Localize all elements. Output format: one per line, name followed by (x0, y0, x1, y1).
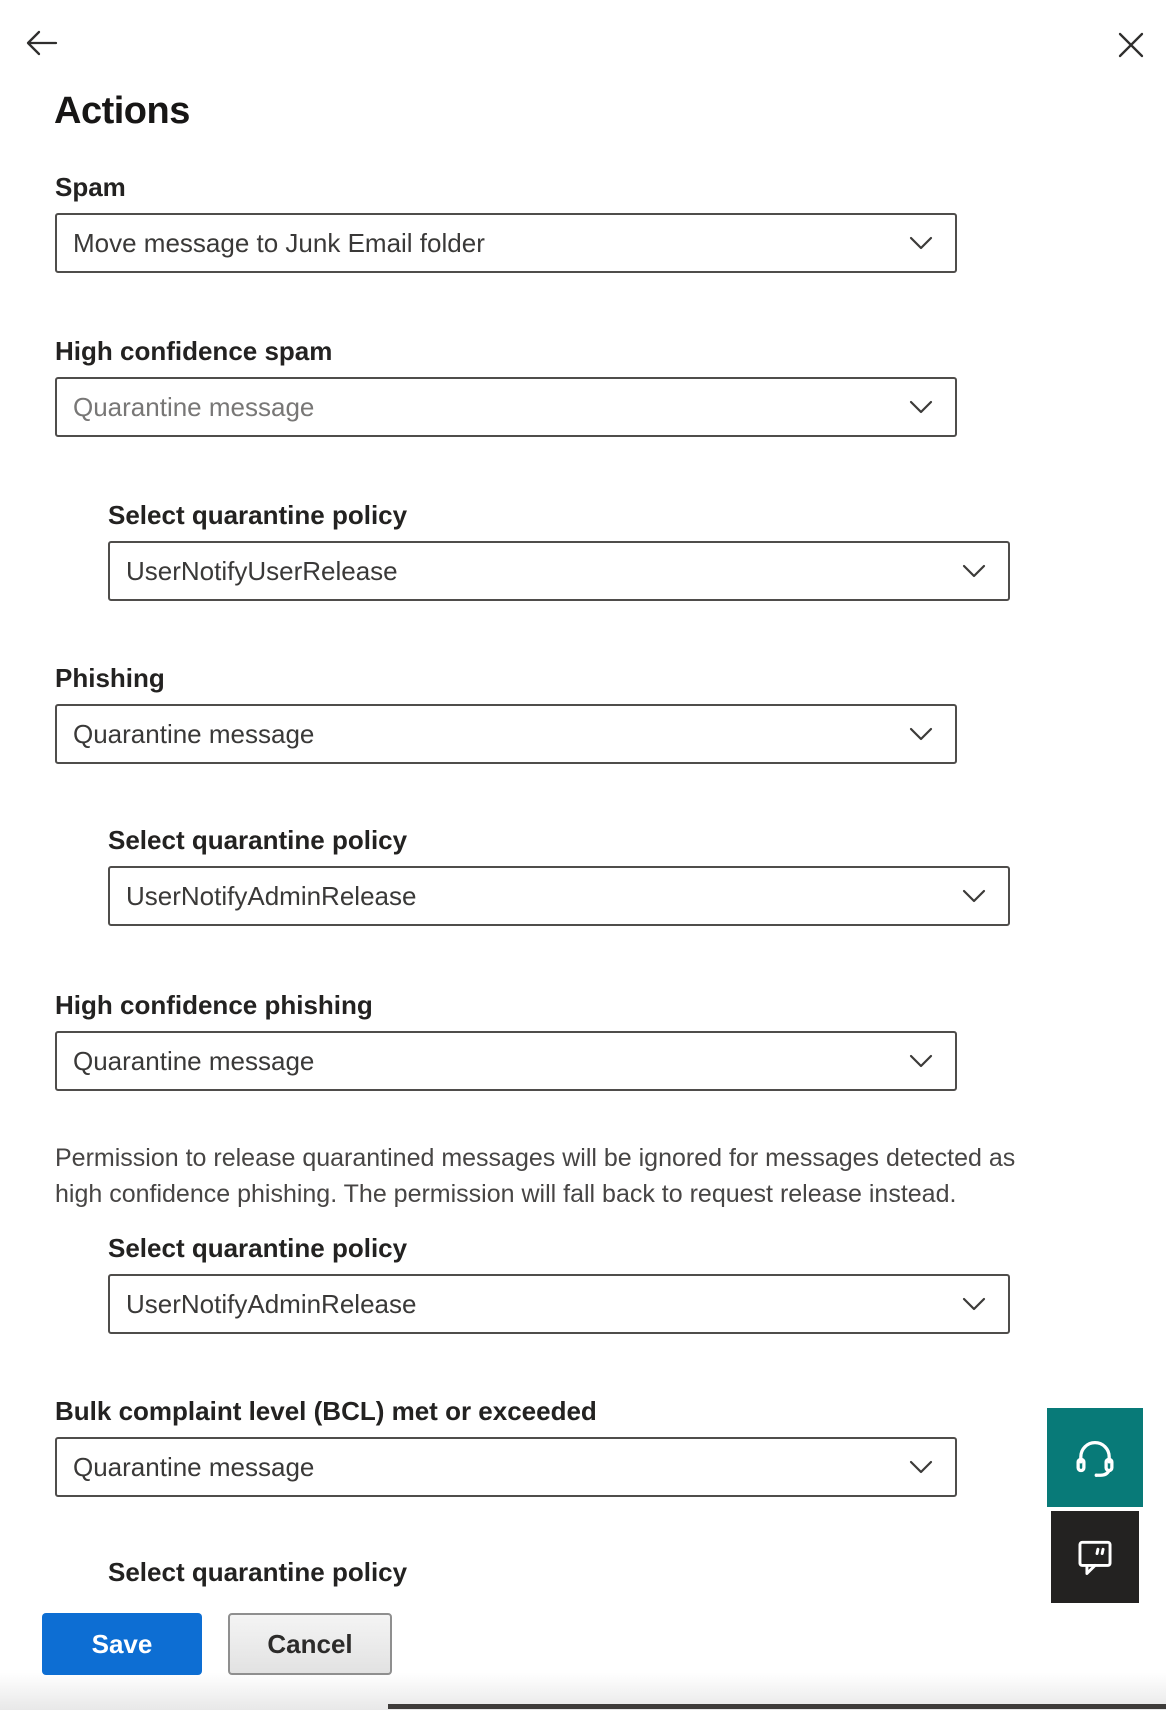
field-label-high-confidence-phishing: High confidence phishing (55, 990, 373, 1020)
feedback-chat-icon (1073, 1535, 1117, 1579)
feedback-button[interactable] (1051, 1511, 1139, 1603)
arrow-left-icon (24, 46, 58, 61)
hc-spam-quarantine-policy-dropdown[interactable] (108, 541, 1010, 601)
truncated-field-label-wrap (108, 1556, 528, 1588)
close-icon (1116, 48, 1146, 63)
chevron-down-icon (909, 727, 933, 741)
field-label-spam: Spam (55, 172, 126, 202)
bcl-action-dropdown[interactable] (55, 1437, 957, 1497)
field-label-select-quarantine-policy: Select quarantine policy (108, 1557, 408, 1587)
phishing-quarantine-policy-dropdown[interactable] (108, 866, 1010, 926)
dropdown-selected-value: Move message to Junk Email folder (73, 227, 485, 258)
window-bottom-edge (388, 1704, 1166, 1709)
dropdown-selected-value: UserNotifyAdminRelease (126, 880, 417, 911)
save-button[interactable]: Save (42, 1613, 202, 1675)
high-confidence-phishing-note: Permission to release quarantined messages will be ignored for messages detected as high confidence phishing. The permission will fall back to request release instead. (55, 1144, 1016, 1208)
dropdown-selected-value: Quarantine message (73, 718, 315, 749)
headset-icon (1072, 1435, 1118, 1481)
dropdown-selected-value: Quarantine message (73, 391, 315, 422)
field-label-high-confidence-spam: High confidence spam (55, 336, 333, 366)
chevron-down-icon (909, 1054, 933, 1068)
cancel-button[interactable]: Cancel (228, 1613, 392, 1675)
dropdown-selected-value: UserNotifyUserRelease (126, 555, 398, 586)
dropdown-selected-value: UserNotifyAdminRelease (126, 1288, 417, 1319)
field-label-select-quarantine-policy: Select quarantine policy (108, 500, 408, 530)
back-button[interactable] (20, 24, 62, 62)
help-button[interactable] (1047, 1408, 1143, 1507)
chevron-down-icon (962, 889, 986, 903)
chevron-down-icon (909, 400, 933, 414)
chevron-down-icon (962, 564, 986, 578)
dropdown-selected-value: Quarantine message (73, 1045, 315, 1076)
field-label-phishing: Phishing (55, 663, 165, 693)
chevron-down-icon (909, 1460, 933, 1474)
high-confidence-phishing-action-dropdown[interactable] (55, 1031, 957, 1091)
field-label-select-quarantine-policy: Select quarantine policy (108, 825, 408, 855)
page-title: Actions (54, 90, 190, 132)
chevron-down-icon (909, 236, 933, 250)
field-label-bcl: Bulk complaint level (BCL) met or exceeded (55, 1396, 597, 1426)
field-label-select-quarantine-policy: Select quarantine policy (108, 1233, 408, 1263)
phishing-action-dropdown[interactable] (55, 704, 957, 764)
hc-phishing-quarantine-policy-dropdown[interactable] (108, 1274, 1010, 1334)
footer-bar (0, 1594, 1166, 1710)
chevron-down-icon (962, 1297, 986, 1311)
dropdown-selected-value: Quarantine message (73, 1451, 315, 1482)
spam-action-dropdown[interactable] (55, 213, 957, 273)
high-confidence-spam-action-dropdown[interactable] (55, 377, 957, 437)
close-button[interactable] (1112, 26, 1150, 64)
